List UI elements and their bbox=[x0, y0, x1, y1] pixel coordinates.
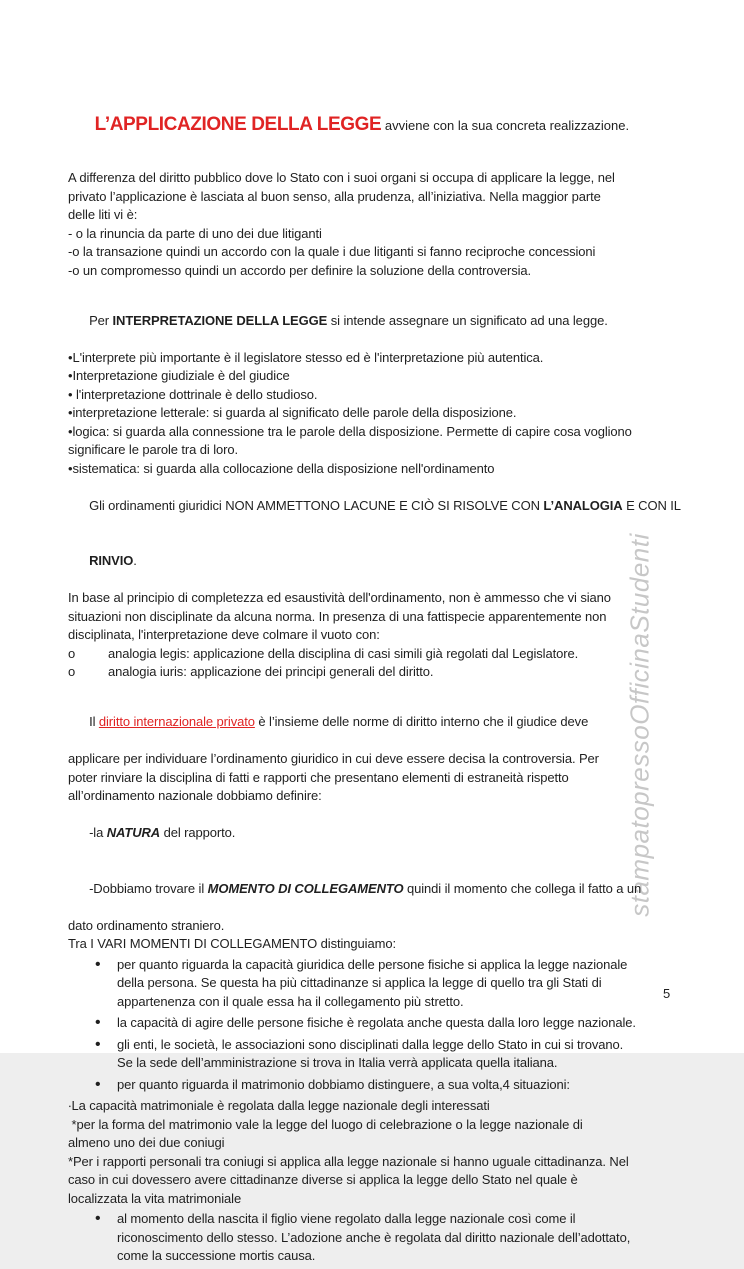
intro-line: - o la rinuncia da parte di uno dei due litiganti bbox=[68, 225, 322, 241]
matrimonio-line: caso in cui dovessero avere cittadinanze diverse si applica la legge dello Stato nel quale è bbox=[68, 1172, 578, 1187]
analogia-legis-item bbox=[68, 645, 682, 664]
matrimonio-line: ∙La capacità matrimoniale è regolata dalla legge nazionale degli interessati bbox=[68, 1098, 490, 1113]
momento-pre: -Dobbiamo trovare il bbox=[89, 880, 208, 896]
lacune-bold-rinvio: RINVIO bbox=[89, 553, 134, 568]
page-number: 5 bbox=[663, 986, 671, 1001]
interpretazione-item: •logica: si guarda alla connessione tra le parole della disposizione. Permette di capire cosa vogliono bbox=[68, 423, 632, 439]
bullet-text bbox=[117, 1076, 682, 1095]
dip-line: applicare per individuare l’ordinamento giuridico in cui deve essere decisa la controversia. Per bbox=[68, 751, 599, 766]
watermark-text: stampatopressoOfficinaStudenti bbox=[624, 533, 655, 917]
bullet-icon: • bbox=[95, 955, 101, 973]
lacune-bold-analogia: L’ANALOGIA bbox=[543, 497, 623, 513]
bullet-line: per quanto riguarda il matrimonio dobbiamo distinguere, a sua volta,4 situazioni: bbox=[117, 1076, 570, 1092]
natura-pre: -la bbox=[89, 825, 107, 840]
dip-pre: Il bbox=[89, 714, 99, 729]
momenti-intro: Tra I VARI MOMENTI DI COLLEGAMENTO distinguiamo: bbox=[68, 936, 396, 951]
bullet-icon: • bbox=[95, 1075, 101, 1093]
dip-lead bbox=[68, 695, 682, 751]
bullet-line: al momento della nascita il figlio viene regolato dalla legge nazionale così come il bbox=[117, 1211, 576, 1226]
lacune-end: . bbox=[133, 553, 137, 568]
bullet-line: come la successione mortis causa. bbox=[117, 1248, 316, 1263]
paragraph-gap bbox=[68, 280, 682, 293]
intro-line: -o la transazione quindi un accordo con la quale i due litiganti si fanno reciproche concessioni bbox=[68, 244, 596, 259]
lacune-line bbox=[68, 478, 682, 534]
page-title: L’APPLICAZIONE DELLA LEGGE bbox=[94, 114, 382, 135]
momenti-bullet bbox=[68, 1036, 682, 1073]
bullet-text bbox=[117, 1210, 682, 1266]
bullet-text bbox=[117, 1036, 682, 1073]
interpretazione-item: • l'interpretazione dottrinale è dello studioso. bbox=[68, 386, 318, 402]
lacune-pre: Gli ordinamenti giuridici NON AMMETTONO LACUNE E CIÒ SI RISOLVE CON bbox=[89, 497, 544, 513]
bullet-line: riconoscimento dello stesso. L’adozione anche è regolata dal diritto nazionale dell’adottato, bbox=[117, 1229, 631, 1245]
natura-bold: NATURA bbox=[106, 825, 161, 840]
title-suffix: avviene con la sua concreta realizzazione. bbox=[381, 118, 630, 133]
momenti-bullet bbox=[68, 1076, 682, 1095]
lead-pre: Per bbox=[89, 312, 113, 328]
bullet-line: Se la sede dell’amministrazione si trova in Italia verrà applicata quella italiana. bbox=[117, 1055, 558, 1070]
dip-post: è l’insieme delle norme di diritto interno che il giudice deve bbox=[254, 714, 589, 729]
analogia-iuris-text: analogia iuris: applicazione dei principi generali del diritto. bbox=[108, 664, 434, 679]
dip-line: poter rinviare la disciplina di fatti e rapporti che presentano elementi di estraneità rispetto bbox=[68, 769, 569, 785]
bullet-line: della persona. Se questa ha più cittadinanze si applica la legge di quello tra gli Stati di bbox=[117, 975, 602, 990]
analogia-legis-text: analogia legis: applicazione della disciplina di casi simili già regolati dal Legislatore. bbox=[108, 645, 579, 661]
intro-line: -o un compromesso quindi un accordo per definire la soluzione della controversia. bbox=[68, 262, 532, 278]
momento-line bbox=[68, 861, 682, 917]
paragraph-gap bbox=[68, 682, 682, 695]
list-marker: o bbox=[68, 645, 76, 661]
momento-line2: dato ordinamento straniero. bbox=[68, 917, 225, 933]
intro-line: delle liti vi è: bbox=[68, 207, 138, 222]
interpretazione-lead bbox=[68, 293, 682, 349]
bullet-text bbox=[117, 1014, 682, 1033]
bullet-icon: • bbox=[95, 1210, 101, 1227]
page-content bbox=[68, 84, 682, 1269]
matrimonio-line: almeno uno dei due coniugi bbox=[68, 1135, 225, 1150]
dip-line: all’ordinamento nazionale dobbiamo definire: bbox=[68, 788, 322, 803]
bullet-icon: • bbox=[95, 1035, 101, 1053]
matrimonio-line: *Per i rapporti personali tra coniugi si applica alla legge nazionale si hanno uguale cittadinanza. Nel bbox=[68, 1153, 629, 1169]
bullet-line: appartenenza con il quale essa ha il collegamento più stretto. bbox=[117, 993, 464, 1009]
interpretazione-item: •interpretazione letterale: si guarda al significato delle parole della disposizione. bbox=[68, 405, 517, 420]
momenti-bullet bbox=[68, 956, 682, 1012]
bullet-text bbox=[117, 956, 682, 1012]
matrimonio-line: *per la forma del matrimonio vale la legge del luogo di celebrazione o la legge nazionale di bbox=[68, 1116, 583, 1132]
title-line bbox=[68, 84, 682, 166]
nascita-bullet bbox=[68, 1210, 682, 1266]
interpretazione-item: •L'interprete più importante è il legislatore stesso ed è l'interpretazione più autentica. bbox=[68, 349, 544, 365]
bullet-line: la capacità di agire delle persone fisiche è regolata anche questa dalla loro legge nazionale. bbox=[117, 1015, 636, 1030]
momento-post: quindi il momento che collega il fatto a un bbox=[403, 880, 642, 896]
dip-highlight: diritto internazionale privato bbox=[98, 714, 255, 729]
lead-post: si intende assegnare un significato ad una legge. bbox=[327, 312, 608, 328]
lacune-line: In base al principio di completezza ed esaustività dell'ordinamento, non è ammesso che vi siano bbox=[68, 590, 611, 605]
lead-bold: INTERPRETAZIONE DELLA LEGGE bbox=[112, 312, 328, 328]
matrimonio-line: localizzata la vita matrimoniale bbox=[68, 1190, 242, 1206]
intro-line: A differenza del diritto pubblico dove lo Stato con i suoi organi si occupa di applicare la legge, nel bbox=[68, 170, 615, 185]
momento-bold: MOMENTO DI COLLEGAMENTO bbox=[207, 880, 404, 896]
lacune-line bbox=[68, 534, 682, 590]
interpretazione-item: significare le parole tra di loro. bbox=[68, 442, 239, 457]
interpretazione-item: •sistematica: si guarda alla collocazione della disposizione nell'ordinamento bbox=[68, 460, 495, 476]
interpretazione-item: •Interpretazione giudiziale è del giudice bbox=[68, 368, 290, 383]
momenti-bullet bbox=[68, 1014, 682, 1033]
lacune-mid: E CON IL bbox=[622, 497, 681, 513]
analogia-iuris-item bbox=[68, 663, 682, 682]
natura-line bbox=[68, 806, 682, 862]
bullet-line: gli enti, le società, le associazioni sono disciplinati dalla legge dello Stato in cui si trovano. bbox=[117, 1036, 624, 1052]
lacune-line: disciplinata, l'interpretazione deve colmare il vuoto con: bbox=[68, 627, 380, 642]
list-marker: o bbox=[68, 664, 76, 679]
bullet-line: per quanto riguarda la capacità giuridica delle persone fisiche si applica la legge nazionale bbox=[117, 956, 628, 972]
bullet-icon: • bbox=[95, 1014, 101, 1031]
natura-post: del rapporto. bbox=[160, 825, 236, 840]
lacune-line: situazioni non disciplinate da alcuna norma. In presenza di una fattispecie apparentemente non bbox=[68, 608, 607, 624]
intro-line: privato l’applicazione è lasciata al buon senso, alla prudenza, all’iniziativa. Nella maggior parte bbox=[68, 188, 601, 204]
